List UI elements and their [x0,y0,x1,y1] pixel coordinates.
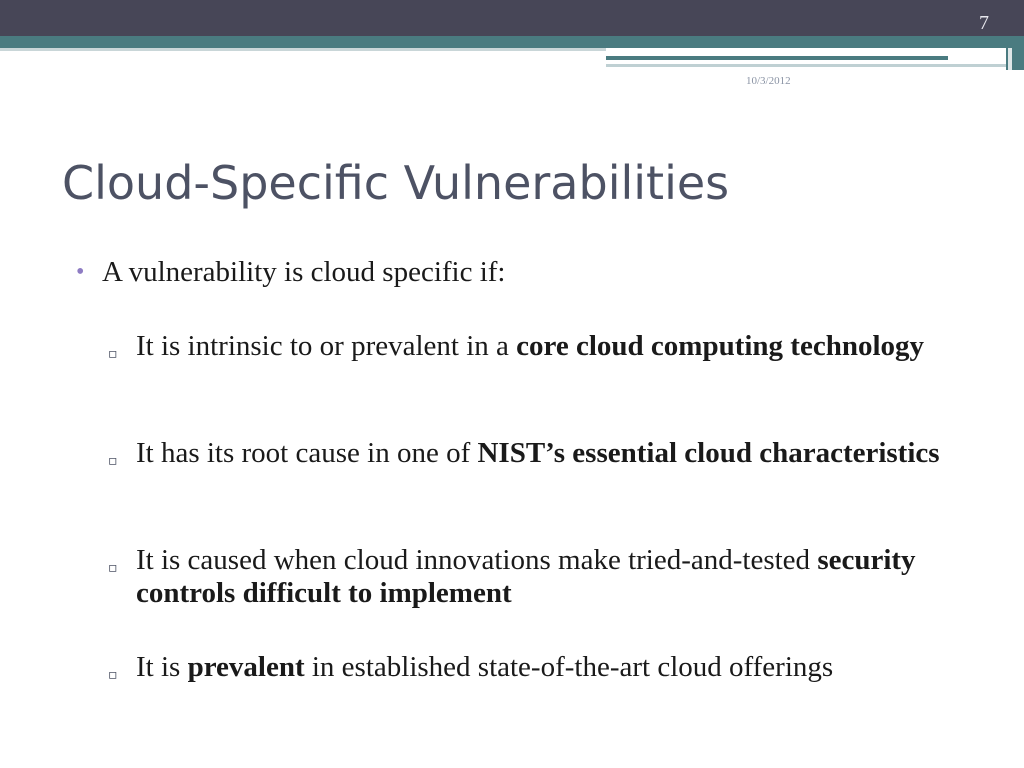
header-accent-band [0,36,1024,48]
square-bullet-icon: ▫ [108,346,118,362]
header-tab-line [606,56,948,60]
square-bullet-icon: ▫ [108,560,118,576]
sub-bullet-text-plain: It has its root cause in one of [136,437,478,469]
header-tab-line-light [606,64,1006,67]
header-stripe [0,48,606,51]
sub-bullet-text [136,651,966,684]
header-bar [0,0,1024,36]
sub-bullet-text-plain: It is [136,651,188,683]
sub-bullet-text-bold: prevalent [187,651,305,683]
square-bullet-icon: ▫ [108,667,118,683]
sub-bullet-text [136,544,966,610]
sub-bullet-text [136,437,966,470]
bullet-dot-icon: • [76,259,85,285]
slide-date: 10/3/2012 [746,75,791,87]
sub-bullet-text-plain-after: in established state-of-the-art cloud offerings [304,651,834,683]
square-bullet-icon: ▫ [108,453,118,469]
sub-bullet-text [136,330,966,363]
sub-bullet-text-bold: security controls difficult to implement [136,544,916,609]
sub-bullet-text-plain: It is intrinsic to or prevalent in a [136,330,517,362]
sub-bullet-text-bold: NIST’s essential cloud characteristics [477,437,940,469]
sub-bullet-text-bold: core cloud computing technology [516,330,925,362]
main-bullet-text: A vulnerability is cloud specific if: [102,256,506,288]
slide-number: 7 [979,12,989,34]
slide-title: Cloud-Specific Vulnerabilities [62,156,730,210]
header-edge-inner [1008,48,1012,70]
sub-bullet-text-plain: It is caused when cloud innovations make tried-and-tested [136,544,818,576]
